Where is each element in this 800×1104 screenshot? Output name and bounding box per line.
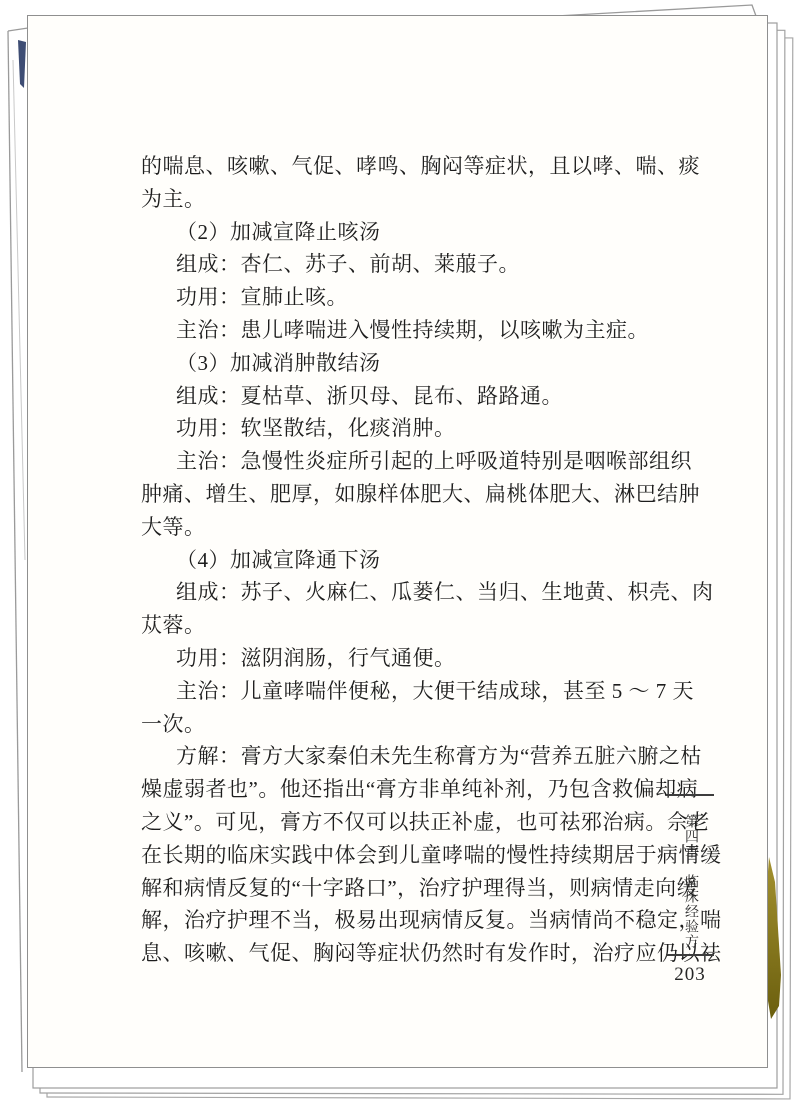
text-line: （4）加减宣降通下汤 bbox=[176, 547, 381, 572]
sidebar-rule-bottom bbox=[666, 954, 714, 956]
text-line: （3）加减消肿散结汤 bbox=[176, 350, 381, 375]
text-line: 主治：儿童哮喘伴便秘，大便干结成球，甚至 5 ～ 7 天 bbox=[176, 678, 694, 703]
text-line: 功用：软坚散结，化痰消肿。 bbox=[176, 416, 456, 441]
text-line: 大等。 bbox=[141, 514, 206, 539]
text-line: 之义”。可见，膏方不仅可以扶正补虚，也可祛邪治病。佘老 bbox=[141, 809, 710, 834]
sidebar-rule-top bbox=[666, 794, 714, 796]
text-line: 燥虚弱者也”。他还指出“膏方非单纯补剂，乃包含救偏却病 bbox=[141, 777, 699, 802]
text-line: （2）加减宣降止咳汤 bbox=[176, 219, 381, 244]
book-page bbox=[27, 15, 768, 1068]
chapter-title-vertical: 第四章 临床经验方 bbox=[683, 814, 698, 949]
left-page-edges bbox=[8, 28, 28, 1072]
text-line: 为主。 bbox=[141, 186, 206, 211]
text-line: 肿痛、增生、肥厚，如腺样体肥大、扁桃体肥大、淋巴结肿 bbox=[141, 481, 700, 506]
text-line: 主治：急慢性炎症所引起的上呼吸道特别是咽喉部组织 bbox=[176, 449, 692, 474]
text-line: 功用：滋阴润肠，行气通便。 bbox=[176, 645, 456, 670]
text-line: 组成：杏仁、苏子、前胡、莱菔子。 bbox=[176, 252, 520, 277]
text-line: 组成：夏枯草、浙贝母、昆布、路路通。 bbox=[176, 383, 563, 408]
page-number: 203 bbox=[674, 964, 706, 985]
text-line: 解，治疗护理不当，极易出现病情反复。当病情尚不稳定，喘 bbox=[141, 908, 722, 933]
text-line: 在长期的临床实践中体会到儿童哮喘的慢性持续期居于病情缓 bbox=[141, 842, 722, 867]
text-line: 主治：患儿哮喘进入慢性持续期，以咳嗽为主症。 bbox=[176, 317, 649, 342]
text-line: 方解：膏方大家秦伯未先生称膏方为“营养五脏六腑之枯 bbox=[176, 744, 702, 769]
text-line: 息、咳嗽、气促、胸闷等症状仍然时有发作时，治疗应仍以祛 bbox=[141, 941, 722, 966]
text-line: 组成：苏子、火麻仁、瓜蒌仁、当归、生地黄、枳壳、肉 bbox=[176, 580, 714, 605]
text-line: 解和病情反复的“十字路口”，治疗护理得当，则病情走向缓 bbox=[141, 875, 699, 900]
text-line: 一次。 bbox=[141, 711, 206, 736]
text-line: 苁蓉。 bbox=[141, 613, 206, 638]
text-line: 的喘息、咳嗽、气促、哮鸣、胸闷等症状，且以哮、喘、痰 bbox=[141, 154, 700, 178]
text-line: 功用：宣肺止咳。 bbox=[176, 285, 348, 310]
